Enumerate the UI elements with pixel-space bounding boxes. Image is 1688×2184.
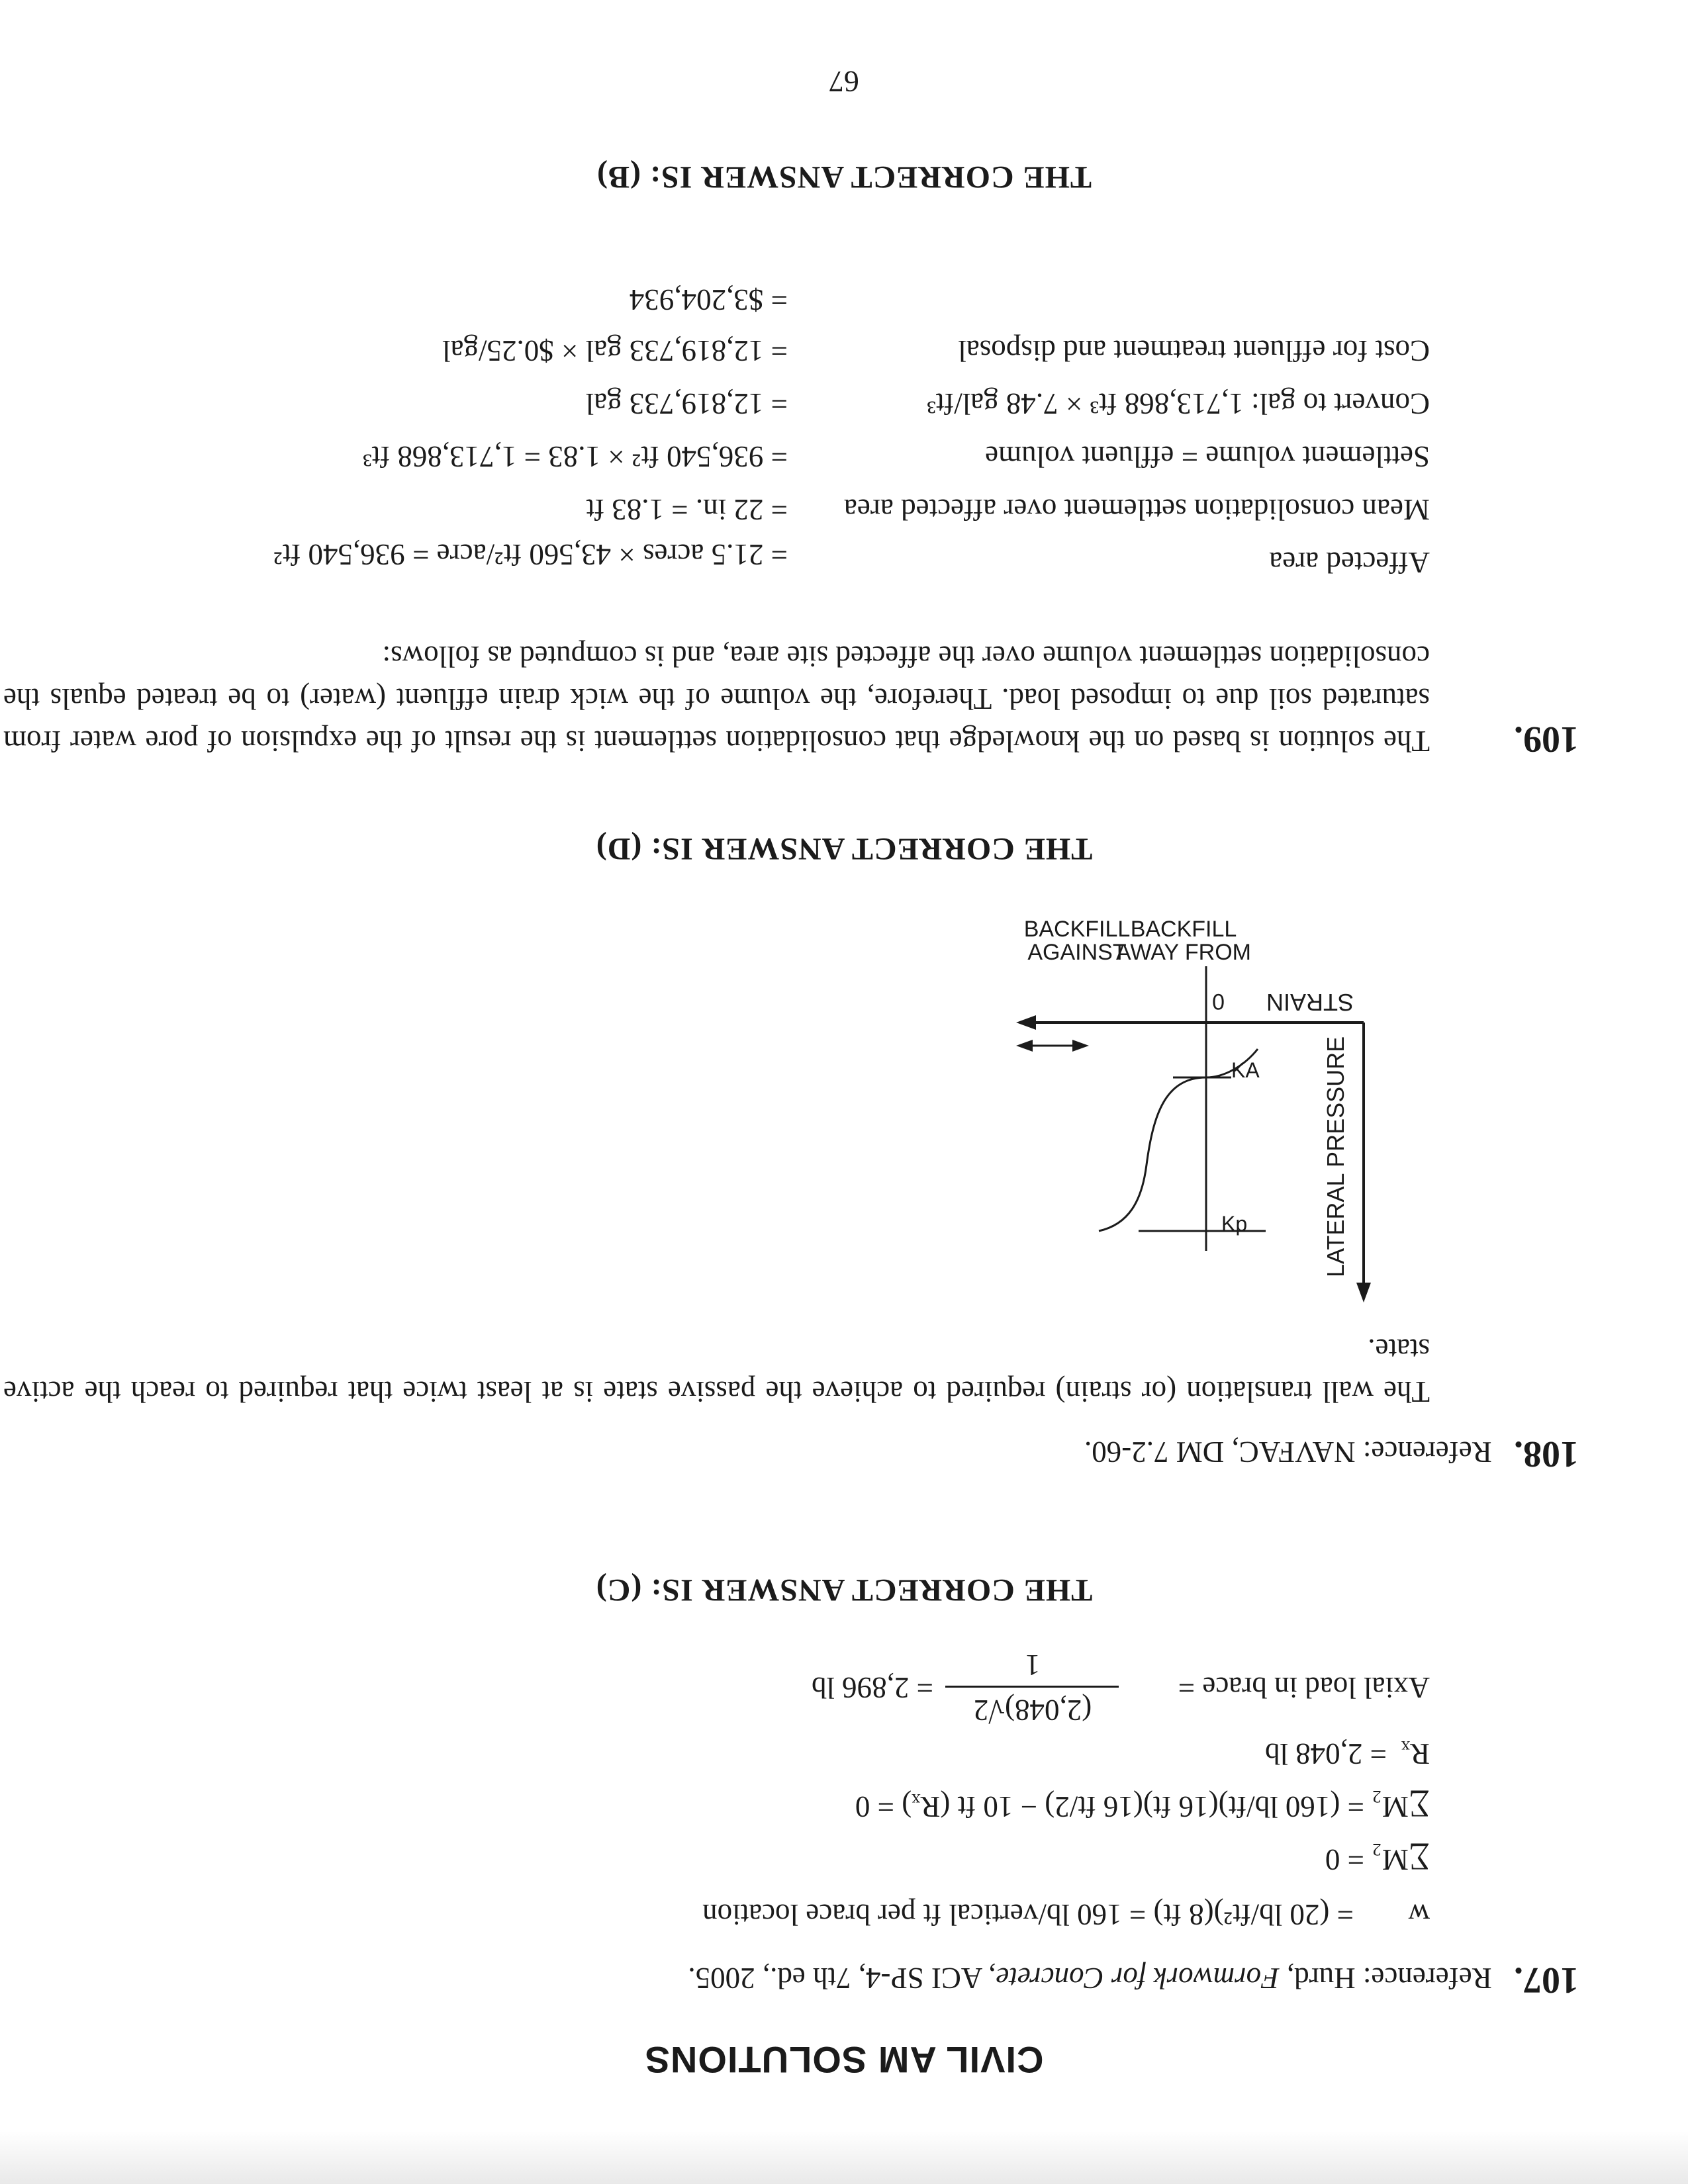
q107-moment-sum-zero: ∑M₂ = 0 xyxy=(1325,1843,1430,1876)
q109-row-value: = 12,819,733 gal × $0.25/gal xyxy=(442,334,788,367)
q107-reference-book: Formwork for Concrete xyxy=(996,1962,1280,1995)
q107-number: 107. xyxy=(1514,1960,1579,2001)
q107-answer: THE CORRECT ANSWER IS: (C) xyxy=(595,1572,1093,1608)
q109-text: The solution is based on the knowledge that consolidation settlement is the result of the expulsion of pore water from saturated soil due to imposed load. Therefore, the volume of the wick drain effluent (water) to be treated equals the consolidation settlement volume over the affected site area, and is computed as follows: xyxy=(3,640,1430,758)
lateral-pressure-label: LATERAL PRESSURE xyxy=(1322,1036,1349,1277)
q108-number: 108. xyxy=(1514,1433,1579,1475)
origin-label: 0 xyxy=(1212,989,1225,1014)
strain-arrow-right-head xyxy=(1016,1040,1033,1052)
q109-row-value: = 936,540 ft² × 1.83 = 1,713,868 ft³ xyxy=(363,440,788,473)
page-title: CIVIL AM SOLUTIONS xyxy=(644,2039,1044,2081)
kp-label: Kp xyxy=(1221,1212,1248,1236)
q107-axial-result: = 2,896 lb xyxy=(811,1671,933,1704)
strain-arrow-left-head xyxy=(1072,1040,1089,1052)
q109-row-label: Settlement volume = effluent volume xyxy=(985,440,1430,473)
q107-w-var: w xyxy=(1408,1898,1430,1931)
ka-label: KA xyxy=(1231,1058,1260,1082)
q109-row-value: = 21.5 acres × 43,560 ft²/acre = 936,540 ft² xyxy=(273,538,788,571)
q108-answer: THE CORRECT ANSWER IS: (D) xyxy=(595,831,1093,866)
lateral-pressure-arrow xyxy=(1356,1283,1371,1302)
q109-row-value: = $3,204,934 xyxy=(629,283,788,316)
q107-reference-label: Reference: Hurd, xyxy=(1286,1962,1492,1995)
q109-row-label: Affected area xyxy=(1269,546,1430,579)
q107-axial-label: Axial load in brace = xyxy=(1178,1671,1430,1704)
q109-row-value: = 12,819,733 gal xyxy=(585,387,788,420)
away-from-backfill-label-line1: AWAY FROM xyxy=(1116,940,1251,965)
q107-axial-denominator: 1 xyxy=(1025,1649,1041,1682)
against-backfill-label-line1: AGAINST xyxy=(1027,940,1127,965)
q107-axial-numerator: (2,048)√2 xyxy=(973,1694,1092,1727)
q107-moment-sum-equation: ∑M₂ = (160 lb/ft)(16 ft)(16 ft/2) − 10 ft (Rₓ) = 0 xyxy=(855,1790,1430,1823)
away-from-backfill-label-line2: BACKFILL xyxy=(1130,917,1237,942)
strain-label: STRAIN xyxy=(1266,989,1354,1016)
against-backfill-label-line2: BACKFILL xyxy=(1023,917,1131,942)
q109-answer: THE CORRECT ANSWER IS: (B) xyxy=(596,159,1092,195)
strain-axis-arrow xyxy=(1016,1015,1036,1030)
q108-text: The wall translation (or strain) required to achieve the passive state is at least twice that required to reach the active state. xyxy=(3,1333,1430,1408)
q107-w-expression: = (20 lb/ft²)(8 ft) = 160 lb/vertical ft per brace location xyxy=(702,1898,1354,1931)
q109-row-label: Cost for effluent treatment and disposal xyxy=(958,334,1430,367)
q109-row-label: Mean consolidation settlement over affected area xyxy=(843,493,1430,526)
q107-reference-rest: , ACI SP-4, 7th ed., 2005. xyxy=(688,1962,996,1995)
q107-rx-var: Rₓ xyxy=(1401,1737,1430,1770)
page-number: 67 xyxy=(829,65,859,99)
q109-number: 109. xyxy=(1514,719,1579,760)
q109-row-label: Convert to gal: 1,713,868 ft³ × 7.48 gal/ft³ xyxy=(927,387,1430,420)
q107-rx-value: = 2,048 lb xyxy=(1264,1737,1387,1770)
q108-reference: Reference: NAVFAC, DM 7.2-60. xyxy=(1084,1435,1492,1469)
q109-row-value: = 22 in. = 1.83 ft xyxy=(586,493,788,526)
